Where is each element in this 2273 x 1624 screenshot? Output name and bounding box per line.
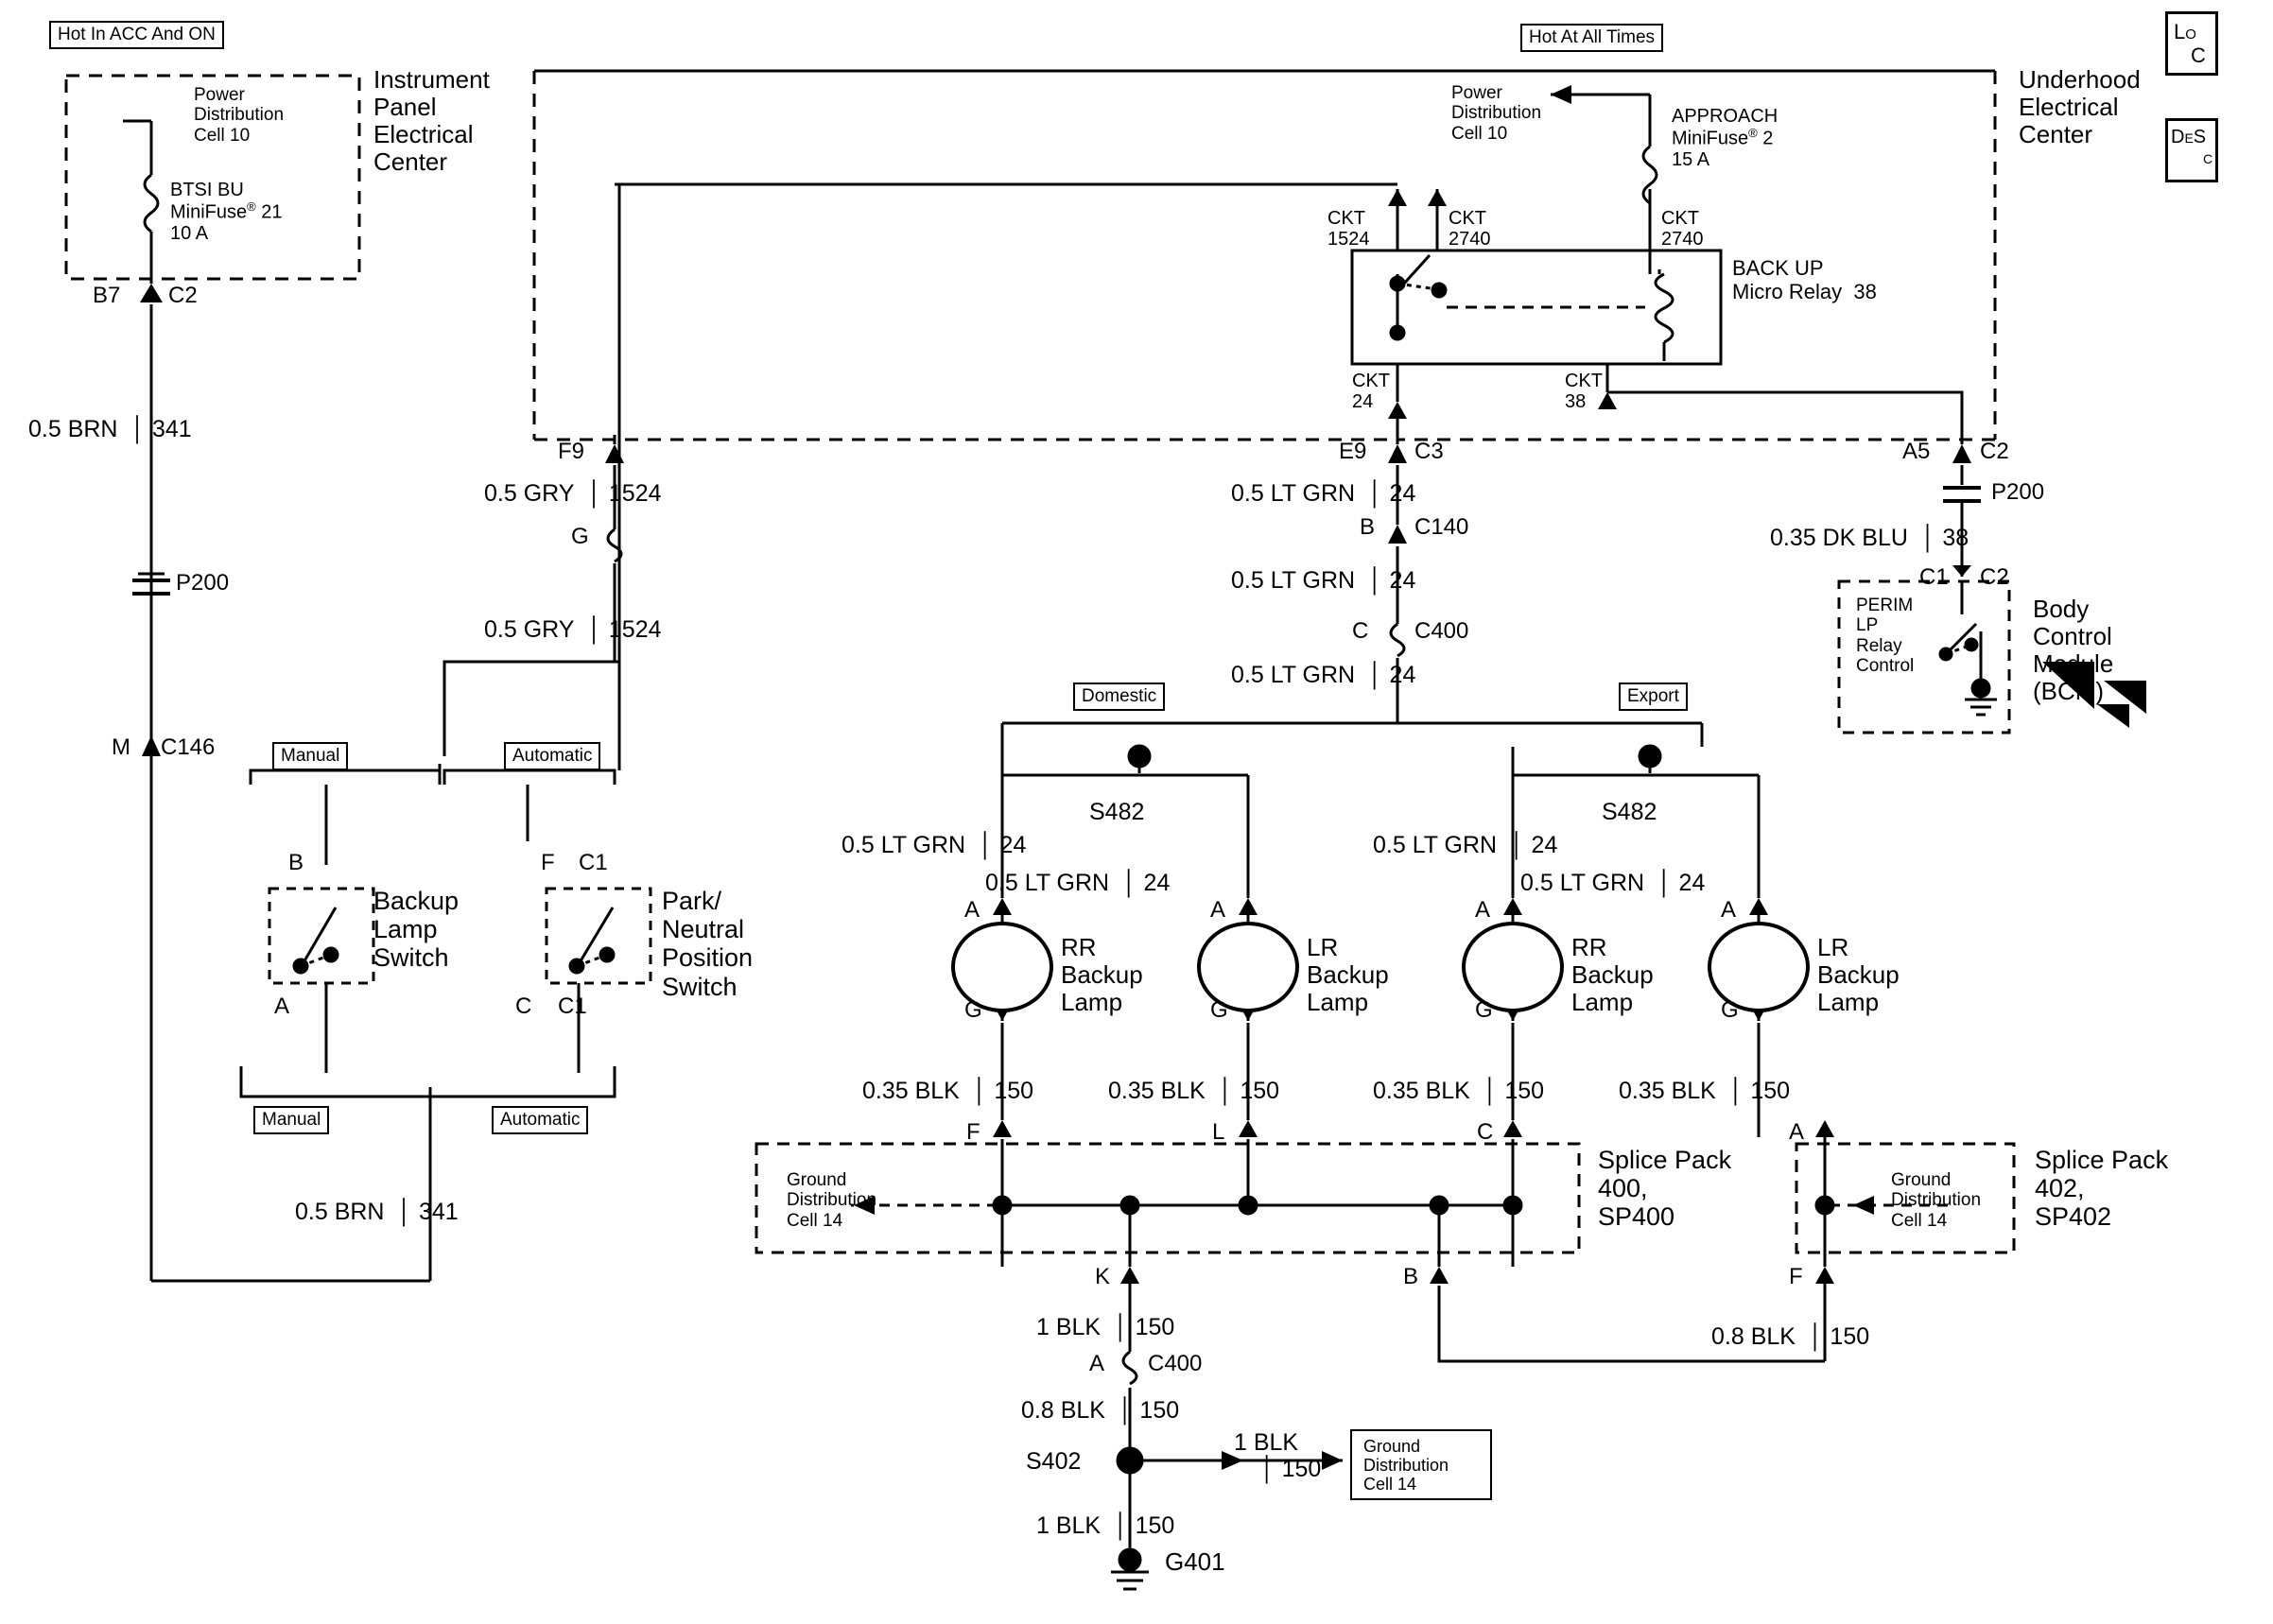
wire-1-blk-150-b: 1 BLK │ 150 [1234, 1429, 1322, 1482]
pin-b7: B7 [93, 283, 121, 308]
sp400-pin-b: B [1403, 1264, 1419, 1289]
desc-corner-text: DES C [2171, 127, 2213, 167]
ipec-title: Instrument Panel Electrical Center [373, 65, 490, 177]
wire-0.5-brn-341-b: 0.5 BRN │ 341 [295, 1199, 459, 1225]
wire-1-blk-150-c: 1 BLK │ 150 [1036, 1512, 1175, 1539]
label-manual-top: Manual [272, 742, 348, 770]
sp402-pin-a: A [1789, 1119, 1805, 1145]
wire-blk-150-b: 0.35 BLK │ 150 [1108, 1078, 1280, 1104]
wire-0.8-blk-150-a: 0.8 BLK │ 150 [1021, 1397, 1180, 1424]
splice-s482-b: S482 [1602, 799, 1657, 825]
p200-left-label: P200 [176, 570, 230, 596]
wire-0.5-ltgrn-24-a: 0.5 LT GRN │ 24 [1231, 480, 1416, 507]
c400-lower-label: C400 [1148, 1351, 1203, 1376]
wire-0.8-blk-150-b: 0.8 BLK │ 150 [1711, 1323, 1870, 1350]
pin-c1-bcm: C1 [1919, 564, 1949, 590]
wire-0.5-gry-1524-b: 0.5 GRY │ 1524 [484, 616, 662, 643]
wire-ltgrn-24-rr-exp: 0.5 LT GRN │ 24 [1373, 832, 1558, 858]
pin-a-c400-lower: A [1089, 1351, 1105, 1376]
label-export: Export [1619, 682, 1688, 711]
bcm-label: Body Control Module (BCM) [2033, 595, 2114, 706]
sp402-pin-f: F [1789, 1264, 1803, 1289]
pin-b-switch: B [288, 850, 304, 875]
pin-e9: E9 [1339, 439, 1367, 464]
pin-c3: C3 [1414, 439, 1444, 464]
uhec-title: Underhood Electrical Center [2019, 65, 2141, 149]
sp400-pin-c: C [1477, 1119, 1494, 1145]
label-hot-in-acc-and-on: Hot In ACC And ON [49, 21, 224, 49]
sp402-label: Splice Pack 402, SP402 [2035, 1146, 2169, 1232]
pin-c1-switch-bottom: C1 [558, 993, 587, 1019]
pin-a5: A5 [1902, 439, 1931, 464]
wire-blk-150-d: 0.35 BLK │ 150 [1619, 1078, 1791, 1104]
wire-0.5-gry-1524-a: 0.5 GRY │ 1524 [484, 480, 662, 507]
pin-b: B [1360, 514, 1376, 540]
sp400-label: Splice Pack 400, SP400 [1598, 1146, 1732, 1232]
pin-g: G [571, 524, 589, 549]
ckt-24: CKT 24 [1352, 371, 1390, 413]
ground-g401: G401 [1165, 1547, 1225, 1576]
pin-c2-right: C2 [1980, 439, 2009, 464]
lamp-lr-domestic-label: LR Backup Lamp [1307, 933, 1389, 1017]
splice-s402: S402 [1026, 1448, 1082, 1475]
lamp4-pin-a: A [1721, 897, 1737, 923]
lamp3-pin-g: G [1475, 997, 1493, 1023]
wire-0.5-ltgrn-24-c: 0.5 LT GRN │ 24 [1231, 662, 1416, 688]
pin-c-switch: C [515, 993, 532, 1019]
sp402-ground-dist: Ground Distribution Cell 14 [1891, 1170, 1982, 1231]
pin-c140: C140 [1414, 514, 1469, 540]
lamp1-pin-a: A [964, 897, 980, 923]
fuse-left-label: BTSI BU MiniFuse® 21 10 A [170, 180, 283, 245]
sp400-pin-f: F [966, 1119, 980, 1145]
backup-relay-label: BACK UP Micro Relay 38 [1732, 256, 1877, 303]
label-manual-bottom: Manual [253, 1106, 329, 1134]
wire-ltgrn-24-lr-dom: 0.5 LT GRN │ 24 [985, 870, 1171, 896]
sp400-pin-k: K [1095, 1264, 1111, 1289]
ckt-2740-b: CKT 2740 [1661, 208, 1704, 251]
wire-0.35-dkblu-38: 0.35 DK BLU │ 38 [1770, 525, 1969, 551]
power-distribution-right: Power Distribution Cell 10 [1451, 83, 1542, 144]
pin-f-switch: F [541, 850, 555, 875]
ckt-1524-top: CKT 1524 [1327, 208, 1370, 251]
wire-ltgrn-24-lr-exp: 0.5 LT GRN │ 24 [1520, 870, 1706, 896]
pin-m: M [112, 734, 130, 760]
pin-c-c400: C [1352, 618, 1369, 644]
fuse-right-label: APPROACH MiniFuse® 2 15 A [1672, 106, 1778, 171]
ckt-38: CKT 38 [1565, 371, 1603, 413]
wire-0.5-brn-341-a: 0.5 BRN │ 341 [28, 416, 192, 442]
loc-corner-text: LO C [2174, 20, 2206, 67]
wire-0.5-ltgrn-24-b: 0.5 LT GRN │ 24 [1231, 567, 1416, 594]
wire-blk-150-c: 0.35 BLK │ 150 [1373, 1078, 1545, 1104]
sp400-ground-dist: Ground Distribution Cell 14 [787, 1170, 877, 1231]
pin-c2-left: C2 [168, 283, 198, 308]
pin-c1-switch-top: C1 [579, 850, 608, 875]
pin-c400: C400 [1414, 618, 1469, 644]
ground-distribution-box-text: Ground Distribution Cell 14 [1363, 1437, 1449, 1494]
park-neutral-switch-label: Park/ Neutral Position Switch [662, 887, 754, 1001]
lamp2-pin-g: G [1210, 997, 1228, 1023]
lamp-lr-export-label: LR Backup Lamp [1817, 933, 1900, 1017]
backup-lamp-switch-label: Backup Lamp Switch [373, 887, 460, 973]
label-hot-at-all-times: Hot At All Times [1520, 24, 1663, 52]
bcm-internal-label: PERIM LP Relay Control [1856, 596, 1915, 676]
label-domestic: Domestic [1073, 682, 1165, 711]
lamp1-pin-g: G [964, 997, 982, 1023]
label-automatic-bottom: Automatic [492, 1106, 588, 1134]
p200-right-label: P200 [1991, 479, 2045, 505]
pin-a-switch: A [274, 993, 290, 1019]
label-automatic-top: Automatic [504, 742, 600, 770]
ckt-2740-a: CKT 2740 [1449, 208, 1491, 251]
lamp-rr-export-label: RR Backup Lamp [1571, 933, 1654, 1017]
wire-blk-150-a: 0.35 BLK │ 150 [862, 1078, 1034, 1104]
lamp3-pin-a: A [1475, 897, 1491, 923]
wire-1-blk-150-a: 1 BLK │ 150 [1036, 1314, 1175, 1340]
pin-f9: F9 [558, 439, 585, 464]
power-distribution-left: Power Distribution Cell 10 [194, 85, 285, 146]
pin-c146: C146 [161, 734, 216, 760]
lamp2-pin-a: A [1210, 897, 1226, 923]
lamp-rr-domestic-label: RR Backup Lamp [1061, 933, 1143, 1017]
sp400-pin-l: L [1212, 1119, 1225, 1145]
splice-s482-a: S482 [1089, 799, 1145, 825]
lamp4-pin-g: G [1721, 997, 1739, 1023]
pin-c2-bcm: C2 [1980, 564, 2009, 590]
wire-ltgrn-24-rr-dom: 0.5 LT GRN │ 24 [842, 832, 1027, 858]
